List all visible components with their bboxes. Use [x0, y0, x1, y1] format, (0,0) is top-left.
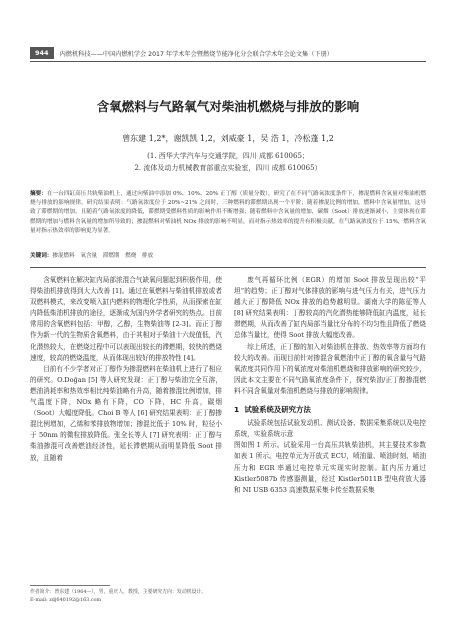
body-paragraph: 目前有不少学者对正丁醇作为掺混燃料在柴油机上进行了相应的研究。O.Doğan [5] 等人研究发现：正丁醇与柴油完全互溶，燃油消耗率和热效率相比纯柴油略有升高，随着掺混比例增加，排气温度下降，NOx 略有下降，CO 下降，HC 升高，碳烟（Soot）大幅度降低。Choi B 等人 [6] 研究结果表明：正丁醇掺混比例增加，乙烯和苯排放物增加；掺混比低于 10% 时，粒径小于 50nm 的微粒排放降低。张全长等人 [7] 研究表明：正丁醇与柴油掺混可改善燃油经济性，延长滞燃期从而明显降低 Soot 排放，且随着	[30, 364, 222, 462]
section-number: 1	[234, 405, 240, 415]
body-paragraph: 综上所述，正丁醇的加入对柴油机在排放、热效率等方面均有较大的改善。而现目前针对掺混含氧燃油中正丁醇的氧含量与气路氧浓度共同作用下的氧浓度对柴油机燃烧和排放影响的研究较少，因此本文主要在不同气路氧浓度条件下，探究柴油/正丁醇掺混燃料不同含氧量对柴油机燃烧与排放的影响规律。	[234, 342, 426, 395]
body-right-column	[234, 275, 426, 496]
body-paragraph: 含氧燃料在解决缸内局部浓混合气缺氧问题起到积极作用，使得柴油机排放得到大大改善 [1]。通过在氧燃料与柴油机排放或者双燃料模式，来改变喷入缸内燃料的物理化学性质，从而探索在缸内降低柴油机排放的途径，逐渐成为国内外学者研究的热点。目前常用的含氧燃料包括：甲醇，乙醇，生物柴油等 [2-3]。而正丁醇作为新一代的生物质含氧燃料，由于其相对于柴油十六烷值低，汽化潜热较大，在燃烧过程中可以表现出较长的滞燃期，较快的燃烧速度，较高的燃烧温度，从而体现出较好的排放特性 [4]。	[30, 276, 222, 362]
header-rule	[30, 61, 426, 62]
abstract-rule	[30, 267, 426, 268]
page-number: 944	[30, 47, 54, 59]
affiliation-1: (1. 西华大学汽车与交通学院，四川 成都 610065；	[147, 152, 309, 160]
footnote	[30, 588, 222, 604]
body-paragraph: 试验系统包括试验发动机、测试设备、数据采集系统以及电控系统，实验系统示意	[234, 419, 426, 439]
abstract	[30, 190, 426, 236]
body-left-column	[30, 275, 222, 464]
section-heading	[234, 404, 426, 415]
paper-title: 含氧燃料与气路氧气对柴油机燃烧与排放的影响	[96, 99, 360, 114]
running-title: 内燃机科技——中国内燃机学会 2017 年学术年会暨燃烧节能净化分会联合学术年会论文集（下册）	[59, 50, 333, 58]
footnote-author-bio: 作者简介：曾东建（1964—），男，重庆人，教授，主要研究方向：发动机设计。	[30, 589, 207, 595]
body-paragraph: 图如图 1 所示。试验采用一台高压共轨柴油机，其主要技术参数如表 1 所示。电控单元为开放式 ECU，喷油量、喷油时刻、喷油压力和 EGR 率通过电控单元实现实时控制。缸内压力通过 Kistler5087b 传感器测量，经过 Kistler5011B 型电荷放大器和 NI USB 6353 高速数据采集卡传至数据采集	[234, 441, 426, 494]
keywords-text: 掺混燃料 氧含量 滞燃期 燃烧 排放	[52, 253, 154, 259]
footnote-email: E-mail: zdj640192@163.com	[30, 597, 102, 603]
keywords	[30, 252, 426, 261]
section-title: 试验系统及研究方法	[244, 405, 311, 415]
affiliation-2: 2. 流体及动力机械教育部重点实验室，四川 成都 610065）	[134, 164, 322, 172]
author-list: 曾东建 1,2*，谢凯凯 1,2，刘威豪 1，吴 浩 1，冷松蓬 1,2	[122, 134, 334, 143]
abstract-label: 摘要：	[30, 191, 47, 197]
keywords-label: 关键词：	[30, 253, 53, 259]
abstract-text: 在一台四缸高压共轨柴油机上，通过向柴油中添加 0%、10%、20% 正丁醇（质量分数），研究了在不同气路氧浓度条件下，掺混燃料含氧量对柴油机燃烧与排放的影响规律。研究结果表明：气路氧浓度位于 20%~21% 之间时，三种燃料的滞燃期出现一个平阶；随着掺混比例的增加，燃料中含氧量增加，这导致了滞燃期的增加，且随着气路氧浓度的降低，滞燃期受燃料性质的影响作用不断增强；随着燃料中含氧量的增加，碳烟（Soot）排放逐渐减小，主要体现在滞燃期的增加与燃料含氧量的增加所导致的；掺混燃料对柴油机 NOx 排放的影响不明显，而对指示热效率的提升有积极贡献，在气路氧浓度位于 15%，燃料含氧量对指示热效率的影响更为显著。	[30, 191, 426, 234]
footnote-rule	[30, 585, 110, 586]
running-header	[30, 46, 426, 60]
body-paragraph: 废气再循环比例（EGR）的增加 Soot 排放呈现出较“平坦”的趋势；正丁醇对气体排放的影响与进气压力有关，进气压力越大正丁醇降低 NOx 排放的趋势越明显。湖南大学的陈征等人 [8] 研究结果表明：丁醇较高的汽化潜热能够降低缸内温度，延长滞燃期，从而改善了缸内局部当量比分布的不均匀性且降低了燃烧总体当量比，使得 Soot 排放大幅度改善。	[234, 276, 426, 340]
